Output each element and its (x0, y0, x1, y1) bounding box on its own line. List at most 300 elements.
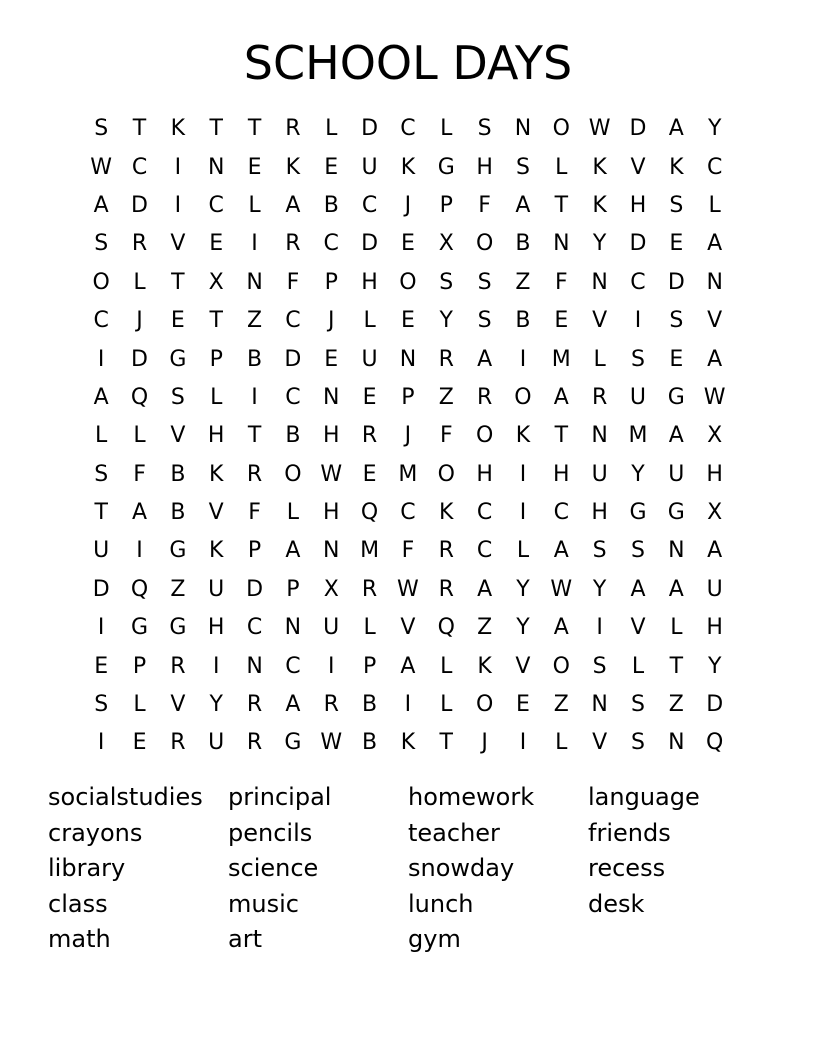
grid-letter[interactable]: C (476, 538, 493, 564)
grid-letter[interactable]: D (361, 116, 379, 142)
grid-letter[interactable]: K (515, 423, 531, 449)
grid-letter[interactable]: N (246, 269, 263, 295)
grid-letter[interactable]: S (592, 653, 607, 679)
grid-letter[interactable]: C (630, 269, 646, 295)
grid-letter[interactable]: H (207, 423, 225, 449)
grid-letter[interactable]: N (323, 384, 340, 410)
grid-letter[interactable]: G (169, 615, 187, 641)
grid-letter[interactable]: Y (707, 653, 722, 679)
grid-letter[interactable]: F (133, 461, 146, 487)
grid-letter[interactable]: L (670, 615, 683, 641)
word-column (588, 780, 768, 958)
grid-letter[interactable]: V (630, 615, 646, 641)
grid-letter[interactable]: T (94, 500, 108, 526)
grid-letter[interactable]: Y (209, 692, 223, 718)
grid-letter[interactable]: F (286, 269, 300, 295)
grid-letter[interactable]: C (476, 500, 493, 526)
grid-letter[interactable]: S (94, 116, 109, 142)
grid-letter[interactable]: L (133, 269, 146, 295)
grid-letter[interactable]: I (519, 461, 527, 487)
grid-letter[interactable]: O (552, 653, 570, 679)
grid-letter[interactable]: U (323, 615, 340, 641)
grid-letter[interactable]: U (591, 461, 608, 487)
grid-letter[interactable]: N (284, 615, 302, 641)
grid-letter[interactable]: Z (515, 269, 531, 295)
grid-letter[interactable]: A (285, 692, 301, 718)
grid-letter[interactable]: L (440, 653, 453, 679)
grid-letter[interactable]: X (208, 269, 224, 295)
grid-letter[interactable]: R (131, 231, 148, 257)
grid-letter[interactable]: G (130, 615, 149, 641)
grid-letter[interactable]: A (477, 576, 493, 602)
grid-letter[interactable]: Q (130, 384, 149, 410)
grid-letter[interactable]: N (323, 538, 340, 564)
grid-letter[interactable]: T (247, 423, 262, 449)
grid-letter[interactable]: O (284, 461, 302, 487)
grid-letter[interactable]: L (440, 116, 453, 142)
grid-letter[interactable]: C (361, 192, 378, 218)
grid-letter[interactable]: D (92, 576, 110, 602)
grid-letter[interactable]: W (320, 461, 343, 487)
grid-letter[interactable]: A (553, 615, 569, 641)
grid-letter[interactable]: S (669, 308, 684, 334)
grid-row (82, 148, 734, 186)
grid-letter[interactable]: S (477, 269, 492, 295)
grid-letter[interactable]: I (519, 730, 527, 756)
grid-letter[interactable]: C (400, 500, 416, 526)
grid-letter[interactable]: L (95, 423, 108, 449)
grid-letter[interactable]: E (400, 308, 415, 334)
grid-letter[interactable]: K (285, 154, 301, 180)
grid-letter[interactable]: H (322, 500, 340, 526)
grid-letter[interactable]: D (706, 692, 724, 718)
grid-letter[interactable]: I (97, 730, 105, 756)
grid-letter[interactable]: Y (592, 576, 607, 602)
grid-letter[interactable]: L (631, 653, 645, 679)
grid-letter[interactable]: B (362, 730, 378, 756)
grid-letter[interactable]: L (593, 346, 606, 372)
grid-letter[interactable]: Y (592, 231, 607, 257)
grid-letter[interactable]: C (285, 653, 301, 679)
grid-letter[interactable]: C (400, 116, 416, 142)
grid-letter[interactable]: V (170, 423, 186, 449)
grid-letter[interactable]: E (362, 461, 377, 487)
grid-letter[interactable]: P (286, 576, 300, 602)
grid-letter[interactable]: W (588, 116, 611, 142)
grid-letter[interactable]: C (323, 231, 339, 257)
grid-letter[interactable]: Q (437, 615, 455, 641)
grid-letter[interactable]: Q (360, 500, 379, 526)
grid-letter[interactable]: T (209, 308, 223, 334)
grid-letter[interactable]: S (631, 538, 645, 564)
grid-letter[interactable]: A (400, 653, 416, 679)
grid-letter[interactable]: K (170, 116, 186, 142)
grid-letter[interactable]: A (285, 192, 301, 218)
grid-letter[interactable]: F (478, 192, 491, 218)
grid-letter[interactable]: G (284, 730, 302, 756)
grid-letter[interactable]: A (707, 231, 723, 257)
grid-letter[interactable]: Y (516, 615, 530, 641)
grid-letter[interactable]: K (400, 730, 416, 756)
grid-letter[interactable]: T (171, 269, 185, 295)
grid-letter[interactable]: E (669, 346, 684, 372)
grid-letter[interactable]: O (514, 384, 532, 410)
grid-letter[interactable]: L (363, 308, 376, 334)
grid-letter[interactable]: C (285, 384, 301, 410)
grid-letter[interactable]: H (476, 461, 493, 487)
grid-letter[interactable]: L (363, 615, 376, 641)
grid-letter[interactable]: V (592, 730, 608, 756)
grid-letter[interactable]: L (440, 692, 453, 718)
grid-letter[interactable]: S (515, 154, 530, 180)
grid-letter[interactable]: I (251, 231, 258, 257)
grid-letter[interactable]: E (324, 346, 339, 372)
grid-letter[interactable]: I (634, 308, 642, 334)
grid-letter[interactable]: B (515, 308, 531, 334)
grid-letter[interactable]: H (591, 500, 608, 526)
grid-letter[interactable]: Z (553, 692, 569, 718)
grid-letter[interactable]: G (437, 154, 455, 180)
grid-letter[interactable]: N (514, 116, 532, 142)
grid-letter[interactable]: K (400, 154, 416, 180)
grid-letter[interactable]: T (247, 116, 262, 142)
grid-letter[interactable]: H (706, 461, 723, 487)
grid-letter[interactable]: G (169, 538, 187, 564)
grid-letter[interactable]: S (94, 692, 109, 718)
grid-letter[interactable]: R (285, 116, 301, 142)
grid-letter[interactable]: V (630, 154, 646, 180)
grid-letter[interactable]: E (170, 308, 185, 334)
grid-letter[interactable]: C (246, 615, 263, 641)
grid-letter[interactable]: R (361, 576, 378, 602)
grid-letter[interactable]: L (555, 154, 568, 180)
grid-letter[interactable]: K (208, 461, 224, 487)
grid-letter[interactable]: V (592, 308, 608, 334)
grid-letter[interactable]: T (209, 116, 223, 142)
grid-letter[interactable]: R (170, 730, 186, 756)
grid-letter[interactable]: C (208, 192, 224, 218)
grid-letter[interactable]: Y (707, 116, 722, 142)
grid-letter[interactable]: A (668, 423, 684, 449)
grid-letter[interactable]: S (477, 308, 492, 334)
word-item: recess (588, 854, 666, 882)
grid-letter[interactable]: H (207, 615, 225, 641)
grid-letter[interactable]: U (361, 154, 378, 180)
grid-letter[interactable]: B (515, 231, 531, 257)
grid-letter[interactable]: L (325, 116, 338, 142)
grid-letter[interactable]: I (251, 384, 258, 410)
grid-letter[interactable]: M (360, 538, 380, 564)
grid-letter[interactable]: N (706, 269, 723, 295)
grid-letter[interactable]: I (174, 154, 182, 180)
grid-letter[interactable]: V (208, 500, 224, 526)
grid-letter[interactable]: J (404, 192, 412, 218)
grid-letter[interactable]: U (706, 576, 723, 602)
grid-letter[interactable]: S (631, 346, 645, 372)
grid-letter[interactable]: R (285, 231, 301, 257)
grid-letter[interactable]: H (322, 423, 340, 449)
grid-letter[interactable]: U (208, 576, 225, 602)
grid-letter[interactable]: C (706, 154, 723, 180)
grid-letter[interactable]: J (404, 423, 412, 449)
grid-letter[interactable]: W (320, 730, 343, 756)
grid-letter[interactable]: M (551, 346, 571, 372)
grid-letter[interactable]: B (285, 423, 301, 449)
grid-letter[interactable]: H (476, 154, 493, 180)
grid-letter[interactable]: Y (631, 461, 645, 487)
grid-letter[interactable]: B (170, 500, 186, 526)
grid-letter[interactable]: H (629, 192, 647, 218)
grid-letter[interactable]: N (591, 423, 608, 449)
grid-letter[interactable]: R (246, 692, 263, 718)
grid-letter[interactable]: S (631, 730, 645, 756)
grid-letter[interactable]: P (401, 384, 415, 410)
grid-letter[interactable]: S (439, 269, 454, 295)
grid-letter[interactable]: I (212, 653, 220, 679)
grid-letter[interactable]: O (475, 231, 494, 257)
grid-letter[interactable]: W (90, 154, 113, 180)
grid-letter[interactable]: F (401, 538, 415, 564)
grid-letter[interactable]: E (669, 231, 684, 257)
grid-letter[interactable]: K (439, 500, 454, 526)
grid-letter[interactable]: U (629, 384, 647, 410)
grid-letter[interactable]: O (475, 423, 494, 449)
grid-letter[interactable]: E (247, 154, 262, 180)
grid-letter[interactable]: Q (706, 730, 724, 756)
grid-letter[interactable]: I (136, 538, 143, 564)
grid-letter[interactable]: L (133, 692, 146, 718)
grid-letter[interactable]: Z (247, 308, 263, 334)
grid-letter[interactable]: X (438, 231, 454, 257)
grid-letter[interactable]: G (169, 346, 187, 372)
grid-letter[interactable]: N (399, 346, 417, 372)
grid-letter[interactable]: W (703, 384, 726, 410)
grid-letter[interactable]: X (707, 423, 723, 449)
grid-letter[interactable]: U (668, 461, 685, 487)
grid-letter[interactable]: P (362, 653, 377, 679)
grid-letter[interactable]: O (437, 461, 455, 487)
grid-letter[interactable]: G (667, 384, 685, 410)
grid-letter[interactable]: S (669, 192, 684, 218)
word-item: library (48, 854, 126, 882)
grid-letter[interactable]: D (131, 192, 148, 218)
grid-letter[interactable]: N (591, 692, 608, 718)
grid-letter[interactable]: K (669, 154, 684, 180)
grid-letter[interactable]: A (630, 576, 646, 602)
grid-letter[interactable]: I (519, 500, 527, 526)
grid-letter[interactable]: D (131, 346, 148, 372)
grid-letter[interactable]: B (247, 346, 263, 372)
grid-letter[interactable]: L (133, 423, 146, 449)
grid-letter[interactable]: E (516, 692, 530, 718)
grid-letter[interactable]: B (170, 461, 186, 487)
grid-letter[interactable]: E (362, 384, 377, 410)
grid-letter[interactable]: V (400, 615, 416, 641)
grid-letter[interactable]: U (361, 346, 378, 372)
grid-letter[interactable]: P (132, 653, 147, 679)
grid-letter[interactable]: D (246, 576, 264, 602)
grid-letter[interactable]: U (208, 730, 225, 756)
grid-letter[interactable]: P (209, 346, 223, 372)
grid-letter[interactable]: O (475, 692, 494, 718)
grid-letter[interactable]: D (629, 116, 647, 142)
grid-letter[interactable]: A (668, 116, 684, 142)
grid-letter[interactable]: D (361, 231, 379, 257)
grid-letter[interactable]: K (592, 154, 607, 180)
grid-letter[interactable]: D (629, 231, 647, 257)
grid-row (82, 110, 734, 148)
grid-letter[interactable]: I (174, 192, 182, 218)
grid-letter[interactable]: J (481, 730, 488, 756)
grid-letter[interactable]: N (246, 653, 263, 679)
grid-letter[interactable]: R (591, 384, 608, 410)
grid-letter[interactable]: C (93, 308, 109, 334)
grid-letter[interactable]: A (668, 576, 684, 602)
grid-letter[interactable]: N (591, 269, 608, 295)
grid-letter[interactable]: I (327, 653, 335, 679)
grid-letter[interactable]: B (362, 692, 378, 718)
grid-letter[interactable]: L (555, 730, 568, 756)
grid-letter[interactable]: S (477, 116, 492, 142)
grid-letter[interactable]: F (248, 500, 261, 526)
grid-letter[interactable]: L (516, 538, 530, 564)
grid-letter[interactable]: L (286, 500, 300, 526)
grid-letter[interactable]: U (93, 538, 110, 564)
grid-letter[interactable]: O (399, 269, 417, 295)
grid-letter[interactable]: R (323, 692, 339, 718)
grid-letter[interactable]: E (209, 231, 224, 257)
grid-letter[interactable]: N (668, 730, 685, 756)
grid-letter[interactable]: T (439, 730, 453, 756)
grid-letter[interactable]: Q (130, 576, 149, 602)
grid-letter[interactable]: R (246, 461, 263, 487)
grid-letter[interactable]: I (404, 692, 412, 718)
grid-letter[interactable]: T (554, 423, 569, 449)
grid-letter[interactable]: S (94, 231, 109, 257)
grid-letter[interactable]: A (93, 192, 109, 218)
grid-letter[interactable]: F (554, 269, 568, 295)
grid-letter[interactable]: L (248, 192, 261, 218)
grid-letter[interactable]: A (477, 346, 493, 372)
grid-letter[interactable]: A (707, 346, 723, 372)
grid-letter[interactable]: N (668, 538, 685, 564)
grid-letter[interactable]: S (592, 538, 607, 564)
grid-letter[interactable]: C (285, 308, 301, 334)
grid-letter[interactable]: P (247, 538, 262, 564)
grid-letter[interactable]: A (553, 384, 569, 410)
grid-letter[interactable]: Y (516, 576, 530, 602)
grid-letter[interactable]: I (97, 346, 105, 372)
grid-letter[interactable]: H (553, 461, 570, 487)
grid-letter[interactable]: K (592, 192, 607, 218)
grid-row (82, 379, 734, 417)
grid-letter[interactable]: R (361, 423, 378, 449)
grid-letter[interactable]: V (515, 653, 531, 679)
grid-letter[interactable]: L (708, 192, 721, 218)
grid-letter[interactable]: B (323, 192, 339, 218)
grid-letter[interactable]: I (519, 346, 527, 372)
grid-letter[interactable]: A (707, 538, 723, 564)
grid-letter[interactable]: R (170, 653, 186, 679)
grid-letter[interactable]: S (94, 461, 109, 487)
grid-letter[interactable]: S (170, 384, 185, 410)
grid-letter[interactable]: P (324, 269, 338, 295)
grid-letter[interactable]: D (667, 269, 685, 295)
grid-letter[interactable]: M (628, 423, 648, 449)
grid-letter[interactable]: E (94, 653, 109, 679)
grid-letter[interactable]: P (439, 192, 453, 218)
grid-letter[interactable]: G (667, 500, 685, 526)
grid-letter[interactable]: S (631, 692, 645, 718)
grid-letter[interactable]: G (629, 500, 647, 526)
grid-letter[interactable]: L (210, 384, 223, 410)
word-item: teacher (408, 818, 500, 847)
grid-letter[interactable]: C (553, 500, 569, 526)
grid-letter[interactable]: E (324, 154, 339, 180)
grid-letter[interactable]: A (285, 538, 301, 564)
grid-letter[interactable]: W (397, 576, 419, 602)
grid-letter[interactable]: J (136, 308, 143, 334)
grid-letter[interactable]: C (131, 154, 148, 180)
grid-letter[interactable]: E (554, 308, 569, 334)
grid-letter[interactable]: I (97, 615, 105, 641)
grid-letter[interactable]: R (246, 730, 263, 756)
grid-letter[interactable]: W (550, 576, 573, 602)
grid-letter[interactable]: M (398, 461, 418, 487)
grid-letter[interactable]: T (669, 653, 684, 679)
grid-row (82, 187, 734, 225)
grid-letter[interactable]: R (438, 346, 454, 372)
grid-letter[interactable]: R (438, 576, 454, 602)
grid-letter[interactable]: R (476, 384, 493, 410)
grid-letter[interactable]: X (707, 500, 723, 526)
grid-letter[interactable]: I (596, 615, 603, 641)
grid-letter[interactable]: R (438, 538, 454, 564)
grid-letter[interactable]: O (552, 116, 570, 142)
grid-letter[interactable]: N (207, 154, 225, 180)
grid-letter[interactable]: Y (439, 308, 453, 334)
grid-letter[interactable]: N (553, 231, 570, 257)
grid-letter[interactable]: E (400, 231, 415, 257)
word-item: pencils (228, 818, 313, 847)
grid-letter[interactable]: H (706, 615, 723, 641)
grid-row (82, 264, 734, 302)
grid-letter[interactable]: F (439, 423, 453, 449)
grid-letter[interactable]: K (477, 653, 492, 679)
grid-letter[interactable]: A (515, 192, 531, 218)
grid-letter[interactable]: Z (170, 576, 186, 602)
grid-letter[interactable]: A (93, 384, 109, 410)
grid-letter[interactable]: V (170, 231, 186, 257)
grid-letter[interactable]: T (132, 116, 147, 142)
grid-letter[interactable]: H (361, 269, 378, 295)
grid-letter[interactable]: K (208, 538, 224, 564)
grid-letter[interactable]: E (132, 730, 147, 756)
grid-letter[interactable]: D (284, 346, 302, 372)
grid-letter[interactable]: Z (668, 692, 684, 718)
grid-letter[interactable]: J (327, 308, 335, 334)
grid-letter[interactable]: T (554, 192, 569, 218)
grid-letter[interactable]: V (170, 692, 186, 718)
grid-letter[interactable]: Z (438, 384, 454, 410)
grid-letter[interactable]: O (92, 269, 110, 295)
word-list (48, 780, 768, 958)
grid-letter[interactable]: A (131, 500, 148, 526)
grid-letter[interactable]: X (323, 576, 339, 602)
grid-letter[interactable]: Z (477, 615, 493, 641)
grid-letter[interactable]: A (553, 538, 569, 564)
grid-letter[interactable]: V (707, 308, 723, 334)
